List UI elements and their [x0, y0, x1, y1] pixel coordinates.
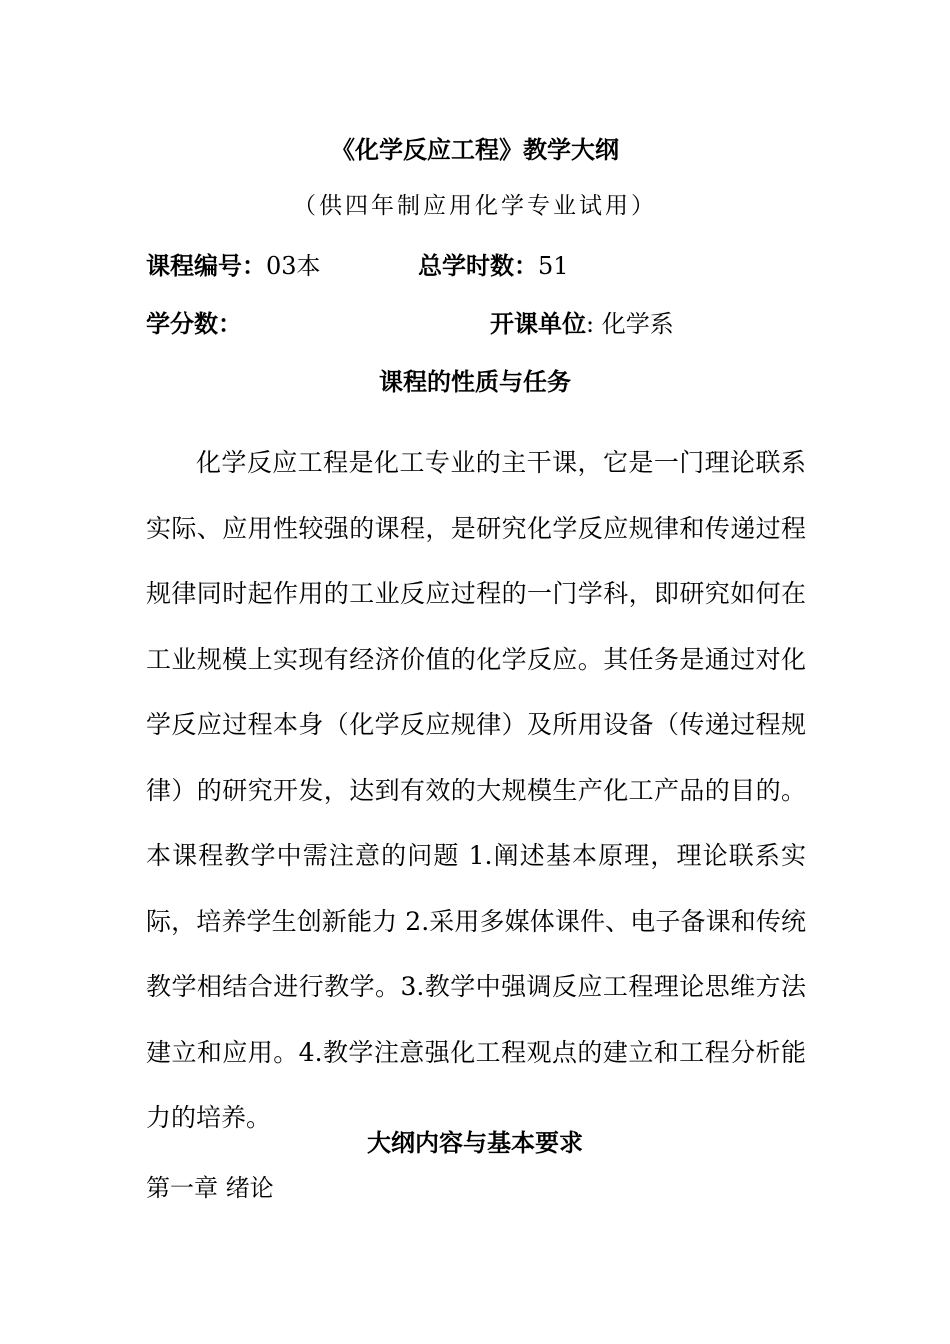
course-code-value: 03本: [266, 252, 321, 280]
course-code-label: 课程编号：: [146, 252, 266, 280]
total-hours-label: 总学时数：: [418, 252, 538, 280]
chapter-title: 第一章 绪论: [146, 1174, 274, 1202]
total-hours-row: [418, 250, 569, 283]
department-value: : 化学系: [586, 310, 674, 338]
department-row: [490, 308, 674, 341]
credits-row: [146, 308, 242, 341]
section-heading-outline: 大纲内容与基本要求: [367, 1129, 583, 1157]
document-subtitle: （供四年制应用化学专业试用）: [293, 193, 657, 219]
section-heading-nature: 课程的性质与任务: [379, 368, 571, 396]
credits-label: 学分数：: [146, 310, 242, 338]
department-label: 开课单位: [490, 310, 586, 338]
course-code-row: [146, 250, 321, 283]
total-hours-value: 51: [538, 252, 569, 280]
section-body-paragraph: 化学反应工程是化工专业的主干课，它是一门理论联系实际、应用性较强的课程，是研究化学反应规律和传递过程规律同时起作用的工业反应过程的一门学科，即研究如何在工业规模上实现有经济价值的化学反应。其任务是通过对化学反应过程本身（化学反应规律）及所用设备（传递过程规律）的研究开发，达到有效的大规模生产化工产品的目的。本课程教学中需注意的问题 1.阐述基本原理，理论联系实际，培养学生创新能力 2.采用多媒体课件、电子备课和传统教学相结合进行教学。3.教学中强调反应工程理论思维方法建立和应用。4.教学注意强化工程观点的建立和工程分析能力的培养。: [146, 448, 806, 1132]
document-title: 《化学反应工程》教学大纲: [331, 136, 619, 164]
